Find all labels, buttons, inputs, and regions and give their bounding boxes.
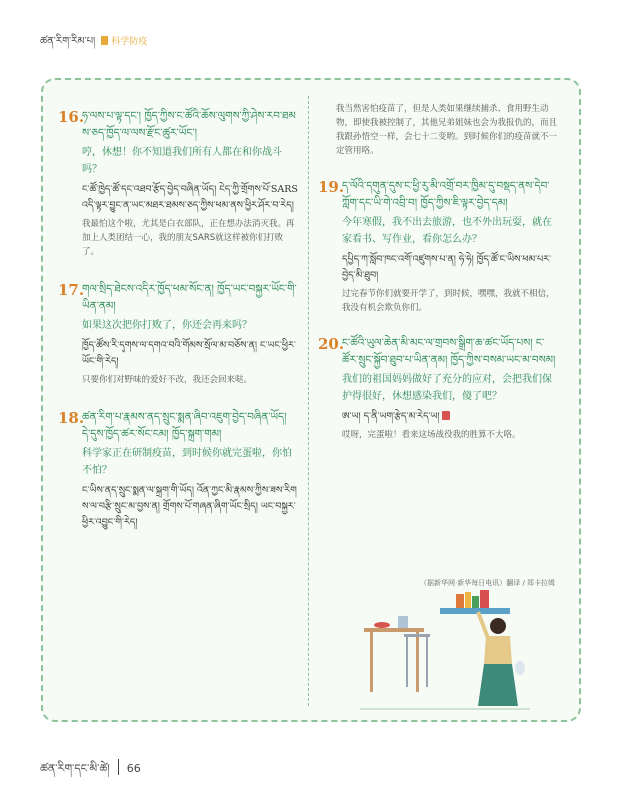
question-chinese: 我们的祖国妈妈做好了充分的应对，会把我们保护得很好，休想感染我们，傻了吧？ xyxy=(342,374,552,402)
question-number: 16. xyxy=(58,108,85,126)
answer-tibetan: ང་ཚོ་ཁྱེད་ཚོ་དང་འཐབ་རྩོད་བྱེད་བཞིན་ཡོད། ངེད་ཀྱི་གྲོགས་པོ་SARSའདི་ལྟར་བྱུང་ན་ཡང་མཐར་ཐམས་ཅད་ཀྱིས་ཕམ་ནས་ཕྱིར་ཤོར་བ་རེད། xyxy=(82,184,298,211)
answer-chinese: 过完春节你们就要开学了，到时候，嘿嘿，我就不相信，我没有机会欺负你们。 xyxy=(342,289,555,313)
book-icon xyxy=(456,594,464,608)
header-tibetan-title: ཚན་རིག་རིམ་པ། xyxy=(40,36,96,47)
seal-icon xyxy=(442,411,450,420)
right-column xyxy=(318,102,558,442)
answer-chinese: 哎呀，完蛋啦！看来这场战役我的胜算不大咯。 xyxy=(342,430,521,440)
question-tibetan: ང་ཚོའི་ཡུལ་ཆེན་མི་མང་ལ་གྲབས་སྒྲིག་ཆ་ཚང་ཡོད་པས། ང་ཚོར་སྲུང་སྐྱོབ་ཐུབ་པ་ཡིན་ནམ། ཁྱོད་ཀྱིས་བསམ་ཡང་མ་བསམ། xyxy=(342,337,556,366)
girl-bookshelf-illustration xyxy=(360,588,530,712)
girl-skirt-icon xyxy=(478,664,518,706)
book-icon xyxy=(480,590,489,608)
answer-tibetan-text: ཨ་ཡ། ད་ནི་ཡག་རྩེད་མ་རེད་ཡ། xyxy=(342,411,440,422)
answer-tibetan: ཁྱོད་ཚོས་རི་དྭགས་ལ་དགའ་བའི་གོམས་སྲོལ་མ་བཅོས་ན། ང་ཡང་ཕྱིར་ཡོང་གི་རེད། xyxy=(82,340,296,367)
answer-tibetan: དཔྱིད་ཀ་སློབ་ཁང་འགོ་འཛུགས་པ་ན། ཧེ་ཧེ། ཁྱོད་ཚོ་ང་ཡིས་ཕམ་པར་བྱེད་མི་ཐུབ། xyxy=(342,254,552,281)
header-chinese-tag: 科学防疫 xyxy=(111,37,148,47)
answer-chinese: 我最怕这个啦，尤其是白衣部队，正在想办法消灭我。再加上人类团结一心，我的朋友SARS就这样被你们打败了。 xyxy=(82,219,295,257)
bag-icon xyxy=(515,661,525,675)
question-number: 17. xyxy=(58,281,85,299)
question-chinese: 哼，休想！你不知道我们所有人都在和你战斗吗？ xyxy=(82,147,282,175)
question-17 xyxy=(58,281,298,387)
book-icon xyxy=(465,592,471,608)
bowl-icon xyxy=(374,622,390,628)
question-16 xyxy=(58,108,298,259)
question-18 xyxy=(58,409,298,531)
page-header xyxy=(40,30,147,58)
answer-chinese-continued: 我当然害怕疫苗了，但是人类如果继续捕杀、食用野生动物，即使我被控制了，其他兄弟姐妹也会为我报仇的，而且我跟孙悟空一样，会七十二变哟。到时候你们的疫苗就不一定管用咯。 xyxy=(336,104,558,156)
header-tag-marker xyxy=(101,36,108,45)
question-chinese: 科学家正在研制疫苗，到时候你就完蛋啦，你怕不怕？ xyxy=(82,448,292,476)
question-20 xyxy=(318,335,558,442)
footer-tibetan-text: ཚན་རིག་དང་མི་ཚེ། xyxy=(40,762,110,775)
table-icon xyxy=(364,628,424,632)
page-footer xyxy=(40,756,141,787)
translation-credit: （据新华网·新华每日电讯）翻译 / 郑卡拉姆 xyxy=(420,579,556,587)
question-chinese: 如果这次把你打败了，你还会再来吗？ xyxy=(82,320,252,331)
shelf-icon xyxy=(440,608,510,614)
footer-separator xyxy=(118,759,119,775)
question-tibetan: གལ་སྲིད་ཐེངས་འདིར་ཁྱོད་ཕམ་སོང་ན། ཁྱོད་ཡང་བསྐྱར་ཡོང་གི་ཡིན་ནམ། xyxy=(82,283,297,312)
question-tibetan: ཚན་རིག་པ་རྣམས་ནད་སྲུང་སྨན་ཞིབ་འཇུག་བྱེད་བཞིན་ཡོད། དེ་དུས་ཁྱོད་ཚར་སོང་ངམ། ཁྱོད་སྐྲག་གམ། xyxy=(82,411,287,440)
book-icon xyxy=(472,596,479,608)
question-number: 18. xyxy=(58,409,85,427)
chair-icon xyxy=(404,634,430,637)
left-column xyxy=(58,108,298,531)
question-19 xyxy=(318,178,558,315)
question-number: 19. xyxy=(318,178,345,196)
column-divider xyxy=(308,96,309,706)
page-number: 66 xyxy=(126,762,141,775)
question-tibetan: ཧ་ལས་པ་ལྟ་དང་། ཁྱོད་ཀྱིས་ང་ཚོའི་ཆོས་ལུགས་ཀྱི་ཤེས་རབ་ཐམས་ཅད་ཁྱོད་ལ་ལས་རྫོང་ཚུར་ཡོང་། xyxy=(82,110,296,139)
question-chinese: 今年寒假，我不出去旅游，也不外出玩耍，就在家看书、写作业，看你怎么办？ xyxy=(342,217,552,245)
cup-icon xyxy=(398,616,408,628)
answer-chinese: 只要你们对野味的爱好不改，我还会回来哒。 xyxy=(82,375,253,385)
answer-tibetan: ང་ཡིས་ནད་སྲུང་སྨན་ལ་སྐྲག་གི་ཡོད། འོན་ཀྱང་མི་རྣམས་ཀྱིས་ཟས་རིགས་ལ་བརྩི་སྲུང་མ་བྱས་ན། གྲོགས་པོ་གཞན་ཞིག་ཡོང་སྲིད། ཡང་བསྐྱར་ཕྱིར་འབྱུང་གི་རེད། xyxy=(82,485,297,528)
girl-head-icon xyxy=(490,618,506,634)
question-number: 20. xyxy=(318,335,345,353)
answer-tibetan xyxy=(342,409,558,425)
question-tibetan: ད་ལོའི་དགུན་དུས་ང་ཕྱི་རུ་མི་འགྲོ་བར་ཁྱིམ་དུ་བསྡད་ནས་དེབ་ཀློག་དང་ཡི་གེ་འབྲི་བ། ཁྱོད་ཀྱིས་ཇི་ལྟར་བྱེད་དམ། xyxy=(342,180,550,209)
girl-shirt-icon xyxy=(484,636,512,664)
